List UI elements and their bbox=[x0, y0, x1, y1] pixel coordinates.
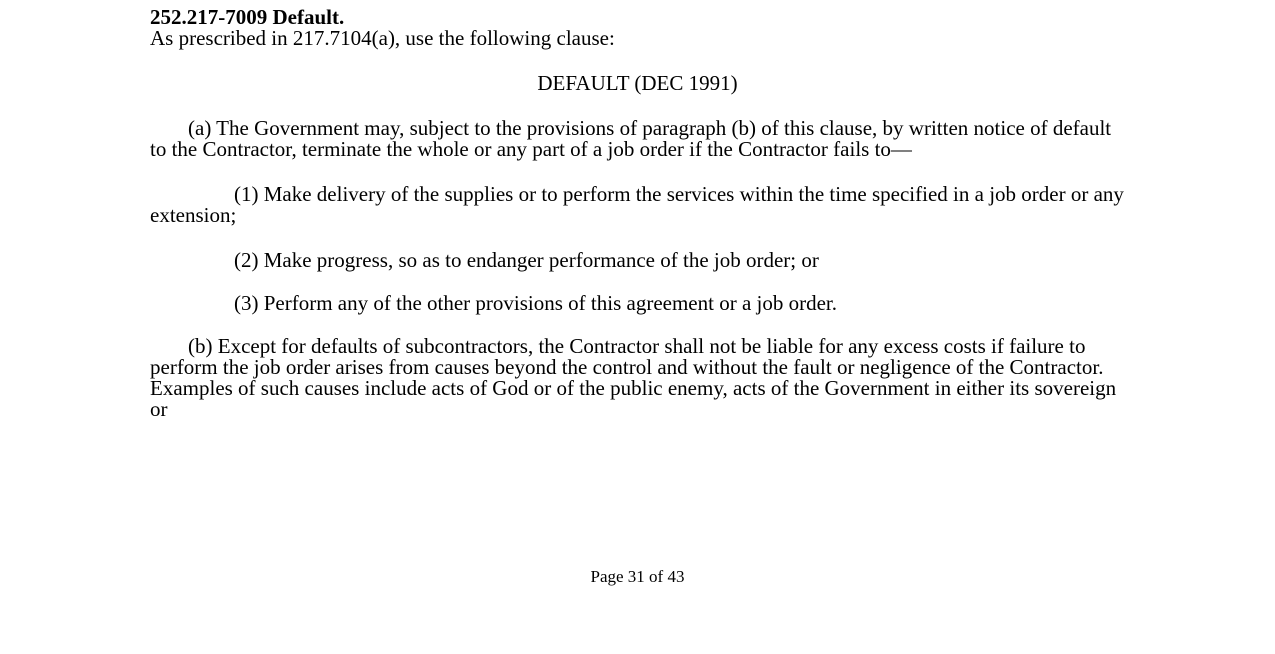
section-heading: 252.217-7009 Default. bbox=[150, 5, 345, 29]
page-number: Page 31 of 43 bbox=[590, 567, 685, 586]
paragraph-b: (b) Except for defaults of subcontractors, the Contractor shall not be liable for any excess costs if failure to perform the job order arises from causes beyond the control and without the fault or negligence of the Contractor. Examples of such causes include acts of God or of the public enemy, acts of the Government in either its sovereign or bbox=[150, 334, 1117, 421]
intro-text: As prescribed in 217.7104(a), use the following clause: bbox=[150, 26, 615, 50]
clause-title: DEFAULT (DEC 1991) bbox=[537, 71, 738, 95]
list-item-1: (1) Make delivery of the supplies or to perform the services within the time specified in a job order or any extension; bbox=[150, 182, 1124, 227]
list-item-3: (3) Perform any of the other provisions of this agreement or a job order. bbox=[234, 291, 838, 315]
document-body bbox=[150, 7, 1125, 420]
paragraph-a: (a) The Government may, subject to the provisions of paragraph (b) of this clause, by written notice of default to the Contractor, terminate the whole or any part of a job order if the Contractor fails to— bbox=[150, 116, 1112, 161]
list-item-2: (2) Make progress, so as to endanger performance of the job order; or bbox=[234, 248, 819, 272]
